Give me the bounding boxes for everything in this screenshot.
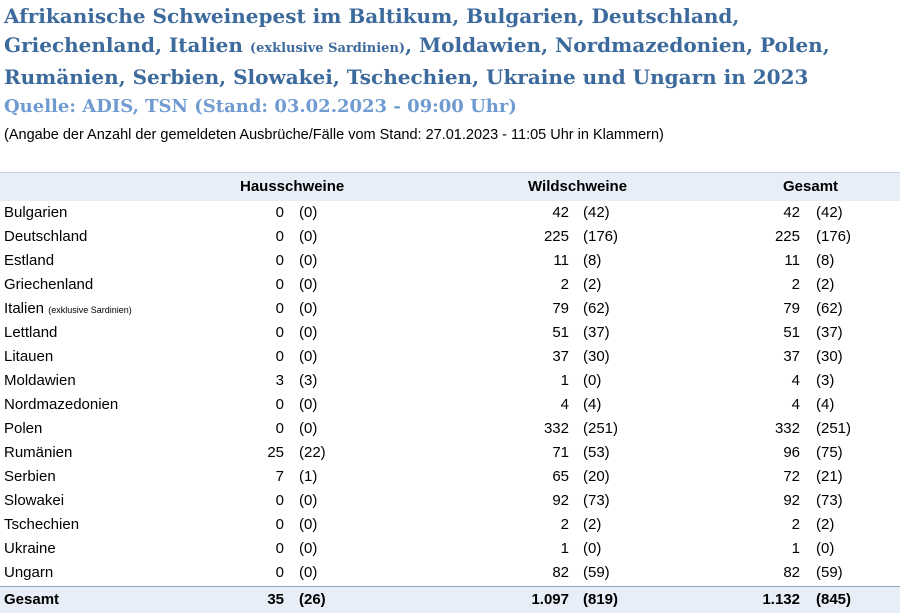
haus-value: 0 xyxy=(275,396,284,413)
table-row xyxy=(0,297,900,321)
haus-value: 0 xyxy=(275,228,284,245)
wild-prev: (2) xyxy=(583,516,602,533)
country-name xyxy=(4,420,42,437)
table-row xyxy=(0,249,900,273)
wild-value: 71 xyxy=(552,444,569,461)
haus-prev: (3) xyxy=(299,372,318,389)
haus-prev: (0) xyxy=(299,348,318,365)
haus-value: 0 xyxy=(275,300,284,317)
total-gesamt-value: 1.132 xyxy=(762,591,800,608)
total-wild-value: 1.097 xyxy=(531,591,569,608)
wild-prev: (8) xyxy=(583,252,602,269)
wild-value: 11 xyxy=(553,252,569,269)
haus-prev: (0) xyxy=(299,204,318,221)
table-row xyxy=(0,537,900,561)
total-wild-prev: (819) xyxy=(583,591,619,608)
table-row xyxy=(0,273,900,297)
gesamt-prev: (37) xyxy=(816,324,843,341)
wild-prev: (0) xyxy=(583,372,602,389)
haus-prev: (0) xyxy=(299,300,318,317)
gesamt-value: 2 xyxy=(791,516,800,533)
gesamt-prev: (8) xyxy=(816,252,835,269)
wild-value: 332 xyxy=(543,420,569,437)
haus-value: 0 xyxy=(275,492,284,509)
country-label: Lettland xyxy=(4,324,58,341)
wild-prev: (2) xyxy=(583,276,602,293)
haus-value: 0 xyxy=(275,276,284,293)
gesamt-value: 72 xyxy=(783,468,800,485)
wild-value: 2 xyxy=(560,516,569,533)
wild-prev: (30) xyxy=(583,348,610,365)
haus-prev: (0) xyxy=(299,252,318,269)
table-row xyxy=(0,345,900,369)
gesamt-value: 96 xyxy=(783,444,800,461)
country-name xyxy=(4,348,53,365)
haus-prev: (0) xyxy=(299,420,318,437)
header-gesamt: Gesamt xyxy=(783,178,839,195)
source-line: Quelle: ADIS, TSN (Stand: 03.02.2023 - 09:00 Uhr) xyxy=(4,96,517,117)
haus-value: 0 xyxy=(275,540,284,557)
wild-value: 65 xyxy=(552,468,569,485)
header-wildschweine: Wildschweine xyxy=(528,178,628,195)
gesamt-value: 37 xyxy=(783,348,800,365)
gesamt-value: 92 xyxy=(783,492,800,509)
haus-prev: (0) xyxy=(299,228,318,245)
gesamt-prev: (75) xyxy=(816,444,843,461)
gesamt-prev: (3) xyxy=(816,372,835,389)
wild-prev: (42) xyxy=(583,204,610,221)
wild-value: 42 xyxy=(552,204,569,221)
country-label: Litauen xyxy=(4,348,54,365)
gesamt-value: 82 xyxy=(783,564,800,581)
wild-prev: (53) xyxy=(583,444,610,461)
gesamt-prev: (30) xyxy=(816,348,843,365)
table-row xyxy=(0,321,900,345)
wild-prev: (62) xyxy=(583,300,610,317)
country-label: Rumänien xyxy=(4,444,73,461)
haus-prev: (0) xyxy=(299,324,318,341)
wild-prev: (37) xyxy=(583,324,610,341)
haus-prev: (0) xyxy=(299,396,318,413)
country-name xyxy=(4,372,76,389)
wild-value: 37 xyxy=(552,348,569,365)
table-row xyxy=(0,225,900,249)
haus-value: 7 xyxy=(275,468,284,485)
total-haus-value: 35 xyxy=(267,591,284,608)
wild-prev: (4) xyxy=(583,396,602,413)
outbreak-table xyxy=(0,172,900,613)
gesamt-value: 51 xyxy=(783,324,800,341)
table-row xyxy=(0,441,900,465)
country-name xyxy=(4,516,79,533)
gesamt-value: 225 xyxy=(774,228,800,245)
country-name xyxy=(4,252,54,269)
country-name xyxy=(4,324,57,341)
country-name xyxy=(4,492,64,509)
gesamt-value: 332 xyxy=(774,420,800,437)
country-label: Bulgarien xyxy=(4,204,68,221)
country-label: Ukraine xyxy=(4,540,56,557)
country-label: Serbien xyxy=(4,468,56,485)
country-label: Deutschland xyxy=(4,228,88,245)
country-name xyxy=(4,444,72,461)
note-line: (Angabe der Anzahl der gemeldeten Ausbrüche/Fälle vom Stand: 27.01.2023 - 11:05 Uhr in Klammern) xyxy=(4,127,664,143)
country-name xyxy=(4,540,56,557)
haus-prev: (0) xyxy=(299,564,318,581)
gesamt-value: 1 xyxy=(791,540,800,557)
country-label: Griechenland xyxy=(4,276,94,293)
country-label: Italien xyxy=(4,300,49,317)
total-label: Gesamt xyxy=(4,591,60,608)
country-label: Polen xyxy=(4,420,43,437)
haus-prev: (0) xyxy=(299,540,318,557)
gesamt-value: 2 xyxy=(791,276,800,293)
title-main: Afrikanische Schweinepest im Baltikum, Bulgarien, Deutschland, Griechenland, Italien xyxy=(4,4,740,57)
haus-value: 0 xyxy=(275,204,284,221)
haus-value: 3 xyxy=(275,372,284,389)
haus-prev: (22) xyxy=(299,444,326,461)
country-name xyxy=(4,564,53,581)
haus-value: 0 xyxy=(275,564,284,581)
page-title xyxy=(4,2,894,92)
table-header xyxy=(0,172,900,201)
gesamt-prev: (21) xyxy=(816,468,843,485)
gesamt-value: 42 xyxy=(783,204,800,221)
gesamt-prev: (2) xyxy=(816,516,835,533)
wild-value: 4 xyxy=(560,396,569,413)
wild-prev: (73) xyxy=(583,492,610,509)
country-label: Nordmazedonien xyxy=(4,396,119,413)
wild-value: 2 xyxy=(560,276,569,293)
table-row xyxy=(0,489,900,513)
gesamt-prev: (251) xyxy=(816,420,852,437)
gesamt-prev: (176) xyxy=(816,228,852,245)
gesamt-value: 4 xyxy=(791,372,800,389)
total-row xyxy=(0,586,900,613)
wild-prev: (251) xyxy=(583,420,619,437)
total-haus-prev: (26) xyxy=(299,591,326,608)
haus-prev: (0) xyxy=(299,492,318,509)
table-row xyxy=(0,561,900,585)
country-label: Ungarn xyxy=(4,564,54,581)
table-row xyxy=(0,369,900,393)
table-body xyxy=(0,201,900,585)
wild-value: 51 xyxy=(552,324,569,341)
gesamt-prev: (42) xyxy=(816,204,843,221)
country-name xyxy=(4,228,87,245)
country-label: Tschechien xyxy=(4,516,80,533)
haus-value: 0 xyxy=(275,348,284,365)
country-note: (exklusive Sardinien) xyxy=(48,305,132,315)
table-row xyxy=(0,417,900,441)
haus-value: 0 xyxy=(275,252,284,269)
country-label: Slowakei xyxy=(4,492,65,509)
country-name xyxy=(4,468,56,485)
title-small-note: (exklusive Sardinien) xyxy=(249,41,406,56)
haus-prev: (1) xyxy=(299,468,318,485)
haus-value: 0 xyxy=(275,420,284,437)
gesamt-value: 4 xyxy=(791,396,800,413)
wild-value: 82 xyxy=(552,564,569,581)
country-name xyxy=(4,276,93,293)
gesamt-prev: (62) xyxy=(816,300,843,317)
wild-prev: (20) xyxy=(583,468,610,485)
table-row xyxy=(0,393,900,417)
wild-value: 225 xyxy=(543,228,569,245)
gesamt-prev: (0) xyxy=(816,540,835,557)
haus-value: 0 xyxy=(275,324,284,341)
table-row xyxy=(0,201,900,225)
gesamt-value: 79 xyxy=(783,300,800,317)
haus-prev: (0) xyxy=(299,276,318,293)
wild-prev: (176) xyxy=(583,228,619,245)
total-gesamt-prev: (845) xyxy=(816,591,852,608)
wild-value: 79 xyxy=(552,300,569,317)
haus-value: 0 xyxy=(275,516,284,533)
country-name xyxy=(4,396,118,413)
header-hausschweine: Hausschweine xyxy=(240,178,345,195)
country-label: Estland xyxy=(4,252,55,269)
gesamt-prev: (73) xyxy=(816,492,843,509)
wild-prev: (0) xyxy=(583,540,602,557)
gesamt-prev: (59) xyxy=(816,564,843,581)
haus-value: 25 xyxy=(267,444,284,461)
wild-value: 1 xyxy=(560,372,569,389)
country-label: Moldawien xyxy=(4,372,76,389)
wild-value: 92 xyxy=(552,492,569,509)
country-name xyxy=(4,300,132,317)
title-rest: , Moldawien, Nordmazedonien, Polen, Rumänien, Serbien, Slowakei, Tschechien, Ukraine und Ungarn in 2023 xyxy=(4,33,830,89)
country-name xyxy=(4,204,67,221)
table-row xyxy=(0,465,900,489)
gesamt-prev: (2) xyxy=(816,276,835,293)
wild-value: 1 xyxy=(560,540,569,557)
haus-prev: (0) xyxy=(299,516,318,533)
table-row xyxy=(0,513,900,537)
wild-prev: (59) xyxy=(583,564,610,581)
gesamt-prev: (4) xyxy=(816,396,835,413)
gesamt-value: 11 xyxy=(784,252,800,269)
